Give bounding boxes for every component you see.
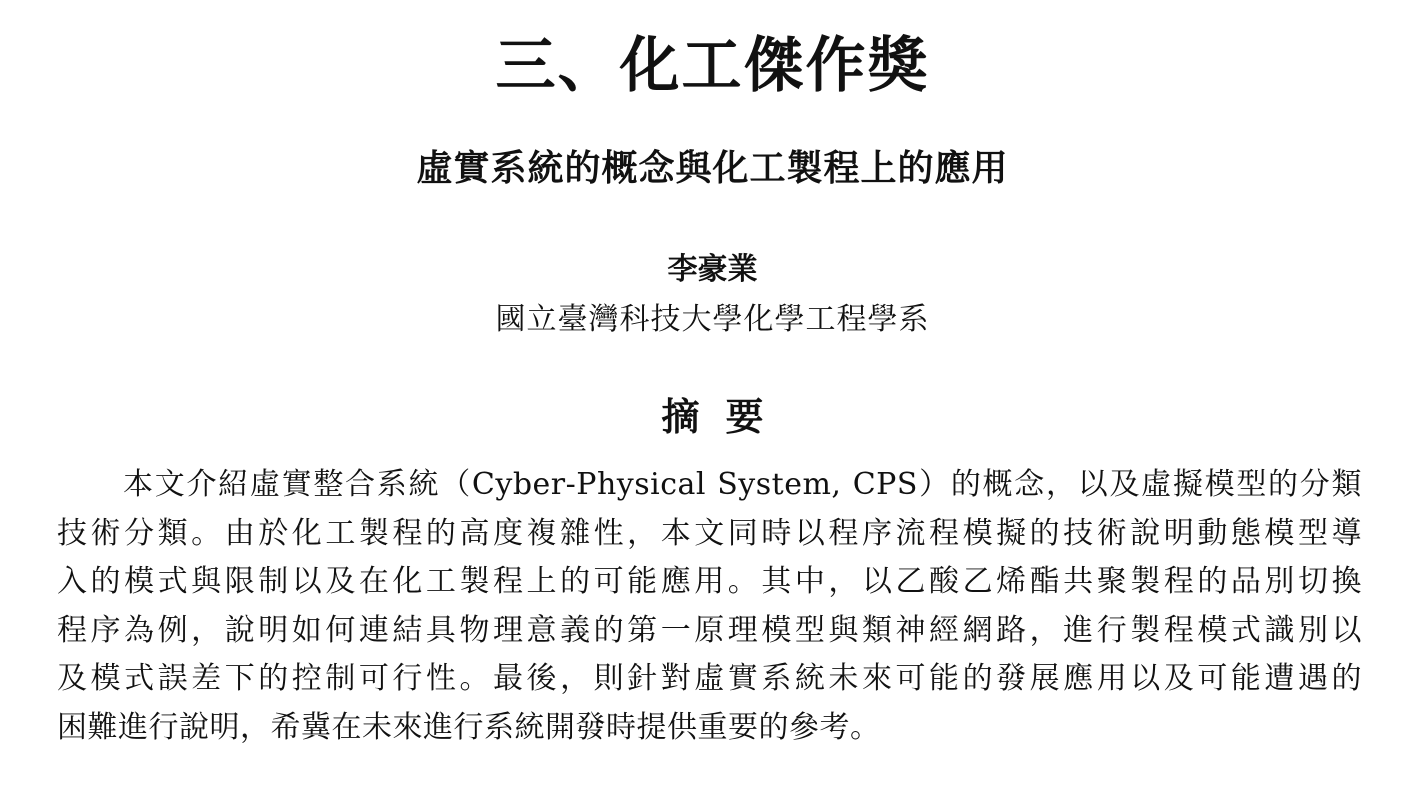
abstract-heading: 摘要: [661, 395, 790, 439]
abstract-body: [57, 461, 1362, 752]
abstract-line: 入的模式與限制以及在化工製程上的可能應用。其中，以乙酸乙烯酯共聚製程的品別切換: [57, 564, 1362, 599]
author-affiliation: 國立臺灣科技大學化學工程學系: [495, 302, 930, 337]
paper-title: 虛實系統的概念與化工製程上的應用: [416, 148, 1009, 189]
abstract-line: 及模式誤差下的控制可行性。最後，則針對虛實系統未來可能的發展應用以及可能遭遇的: [57, 661, 1362, 696]
section-title: 三、化工傑作獎: [495, 31, 930, 101]
abstract-line: 技術分類。由於化工製程的高度複雜性，本文同時以程序流程模擬的技術說明動態模型導: [57, 515, 1362, 551]
abstract-line: 困難進行說明，希冀在未來進行系統開發時提供重要的參考。: [57, 709, 881, 745]
author-name: 李豪業: [667, 252, 758, 287]
abstract-line: 本文介紹虛實整合系統（Cyber-Physical System, CPS）的概念，以及虛擬模型的分類: [123, 467, 1362, 502]
abstract-line: 程序為例，說明如何連結具物理意義的第一原理模型與類神經網路，進行製程模式識別以: [57, 612, 1362, 648]
